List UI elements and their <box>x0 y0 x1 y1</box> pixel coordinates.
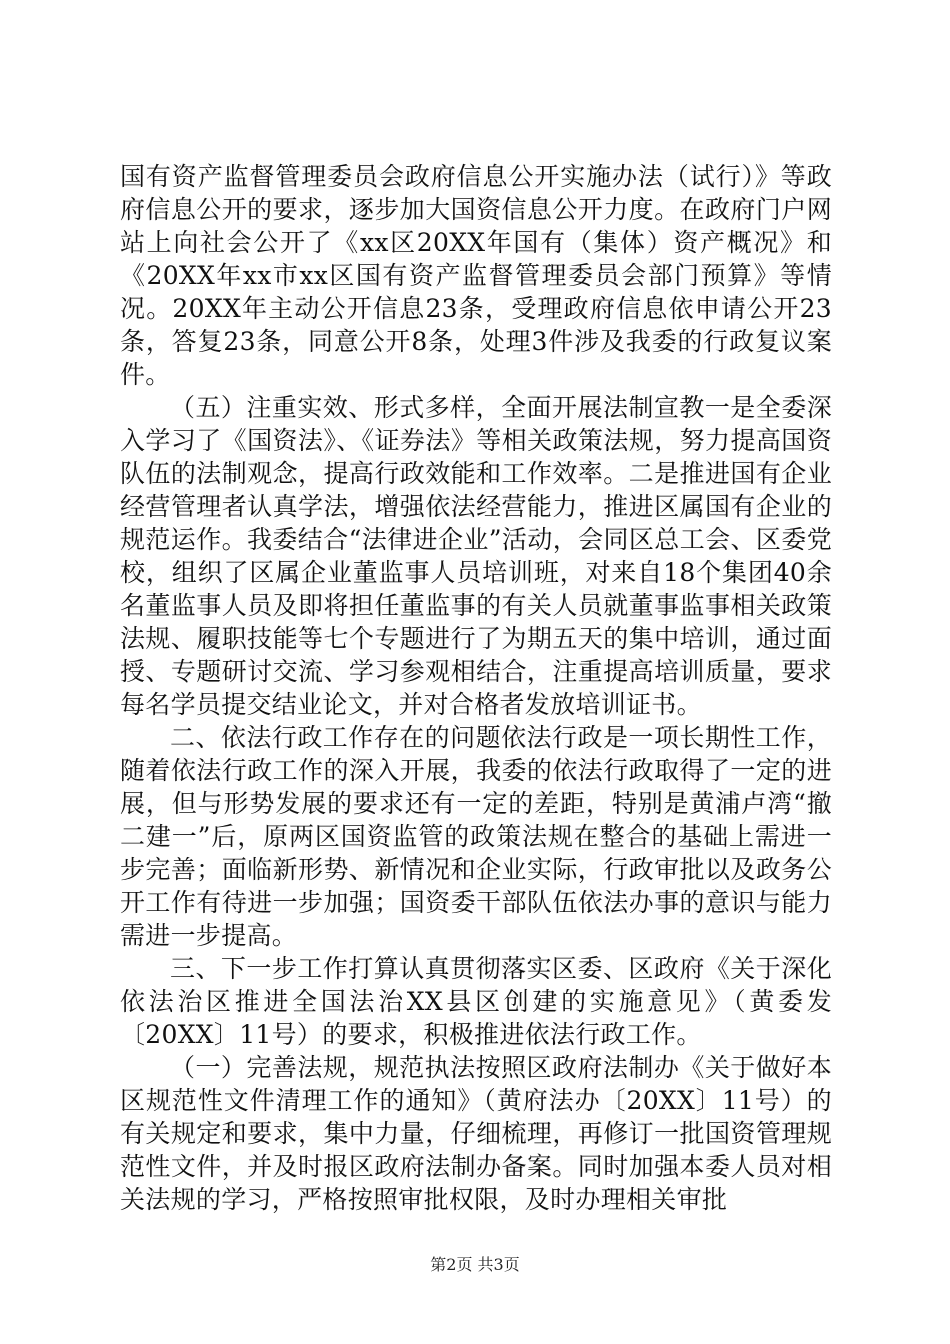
paragraph-5: （一）完善法规，规范执法按照区政府法制办《关于做好本区规范性文件清理工作的通知》（黄府法办〔20XX〕11号）的有关规定和要求，集中力量，仔细梳理，再修订一批国资管理规范性文件，并及时报区政府法制办备案。同时加强本委人员对相关法规的学习，严格按照审批权限，及时办理相关审批 <box>120 1053 832 1214</box>
paragraph-4: 三、下一步工作打算认真贯彻落实区委、区政府《关于深化依法治区推进全国法治XX县区创建的实施意见》（黄委发〔20XX〕11号）的要求，积极推进依法行政工作。 <box>120 954 832 1049</box>
paragraph-2: （五）注重实效、形式多样，全面开展法制宣教一是全委深入学习了《国资法》、《证券法》等相关政策法规，努力提高国资队伍的法制观念，提高行政效能和工作效率。二是推进国有企业经营管理者认真学法，增强依法经营能力，推进区属国有企业的规范运作。我委结合“法律进企业”活动，会同区总工会、区委党校，组织了区属企业董监事人员培训班，对来自18个集团40余名董监事人员及即将担任董监事的有关人员就董事监事相关政策法规、履职技能等七个专题进行了为期五天的集中培训，通过面授、专题研讨交流、学习参观相结合，注重提高培训质量，要求每名学员提交结业论文，并对合格者发放培训证书。 <box>120 393 832 719</box>
paragraph-1: 国有资产监督管理委员会政府信息公开实施办法（试行）》等政府信息公开的要求，逐步加大国资信息公开力度。在政府门户网站上向社会公开了《xx区20XX年国有（集体）资产概况》和《20XX年xx市xx区国有资产监督管理委员会部门预算》等情况。20XX年主动公开信息23条，受理政府信息依申请公开23条，答复23条，同意公开8条，处理3件涉及我委的行政复议案件。 <box>120 162 832 389</box>
page-footer: 第2页 共3页 <box>430 1255 520 1274</box>
document-body <box>120 160 832 1216</box>
paragraph-3: 二、依法行政工作存在的问题依法行政是一项长期性工作，随着依法行政工作的深入开展，我委的依法行政取得了一定的进展，但与形势发展的要求还有一定的差距，特别是黄浦卢湾“撤二建一”后，原两区国资监管的政策法规在整合的基础上需进一步完善；面临新形势、新情况和企业实际，行政审批以及政务公开工作有待进一步加强；国资委干部队伍依法办事的意识与能力需进一步提高。 <box>120 723 832 950</box>
